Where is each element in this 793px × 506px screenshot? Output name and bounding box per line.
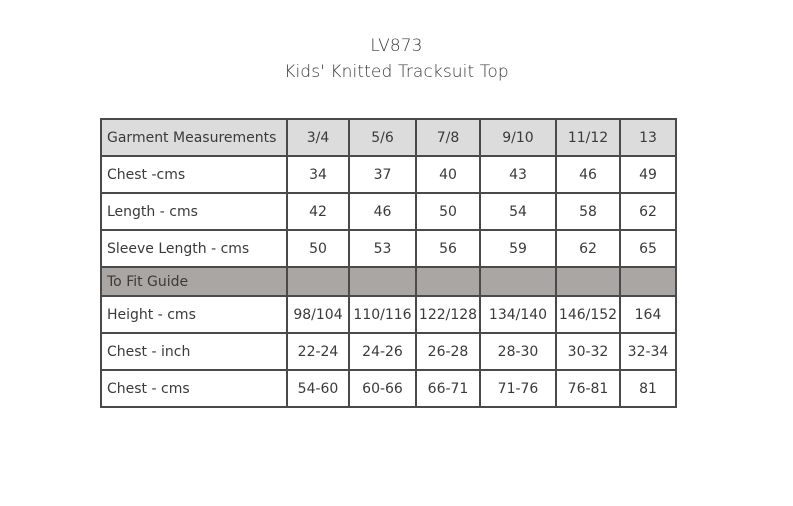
table-cell: 62	[556, 230, 620, 267]
table-cell: 110/116	[349, 296, 416, 333]
product-title: Kids' Knitted Tracksuit Top	[284, 62, 509, 82]
table-cell: 81	[620, 370, 676, 407]
header-cell: 3/4	[287, 119, 349, 156]
row-label: Chest - cms	[101, 370, 287, 407]
table-cell: 56	[416, 230, 480, 267]
table-cell: 60-66	[349, 370, 416, 407]
row-label: Sleeve Length - cms	[101, 230, 287, 267]
table-cell: 58	[556, 193, 620, 230]
row-label: Height - cms	[101, 296, 287, 333]
table-row	[101, 193, 676, 230]
table-cell: 122/128	[416, 296, 480, 333]
table-cell: 32-34	[620, 333, 676, 370]
table-row	[101, 156, 676, 193]
section-cell	[620, 267, 676, 296]
table-cell: 46	[556, 156, 620, 193]
section-cell	[287, 267, 349, 296]
table-cell: 65	[620, 230, 676, 267]
section-label: To Fit Guide	[101, 267, 287, 296]
row-label: Chest - inch	[101, 333, 287, 370]
table-cell: 66-71	[416, 370, 480, 407]
header-cell: Garment Measurements	[101, 119, 287, 156]
table-cell: 43	[480, 156, 556, 193]
table-row	[101, 296, 676, 333]
table-cell: 26-28	[416, 333, 480, 370]
header-cell: 9/10	[480, 119, 556, 156]
table-cell: 28-30	[480, 333, 556, 370]
table-cell: 71-76	[480, 370, 556, 407]
section-cell	[556, 267, 620, 296]
section-cell	[349, 267, 416, 296]
table-cell: 37	[349, 156, 416, 193]
table-cell: 34	[287, 156, 349, 193]
table-row	[101, 333, 676, 370]
header-cell: 5/6	[349, 119, 416, 156]
header-cell: 13	[620, 119, 676, 156]
table-cell: 24-26	[349, 333, 416, 370]
table-cell: 62	[620, 193, 676, 230]
table-cell: 164	[620, 296, 676, 333]
table-cell: 40	[416, 156, 480, 193]
section-cell	[480, 267, 556, 296]
table-row	[101, 370, 676, 407]
header-cell: 7/8	[416, 119, 480, 156]
table-cell: 50	[416, 193, 480, 230]
row-label: Chest -cms	[101, 156, 287, 193]
table-cell: 50	[287, 230, 349, 267]
section-cell	[416, 267, 480, 296]
table-cell: 146/152	[556, 296, 620, 333]
product-code: LV873	[370, 36, 423, 56]
row-label: Length - cms	[101, 193, 287, 230]
section-row-fit-guide	[101, 267, 676, 296]
header-cell: 11/12	[556, 119, 620, 156]
table-cell: 42	[287, 193, 349, 230]
table-cell: 59	[480, 230, 556, 267]
table-cell: 134/140	[480, 296, 556, 333]
table-row	[101, 230, 676, 267]
table-cell: 54-60	[287, 370, 349, 407]
table-header-row	[101, 119, 676, 156]
table-cell: 46	[349, 193, 416, 230]
size-chart-table	[100, 118, 677, 408]
table-cell: 53	[349, 230, 416, 267]
table-cell: 54	[480, 193, 556, 230]
table-cell: 98/104	[287, 296, 349, 333]
table-cell: 49	[620, 156, 676, 193]
table-cell: 22-24	[287, 333, 349, 370]
table-cell: 76-81	[556, 370, 620, 407]
table-cell: 30-32	[556, 333, 620, 370]
